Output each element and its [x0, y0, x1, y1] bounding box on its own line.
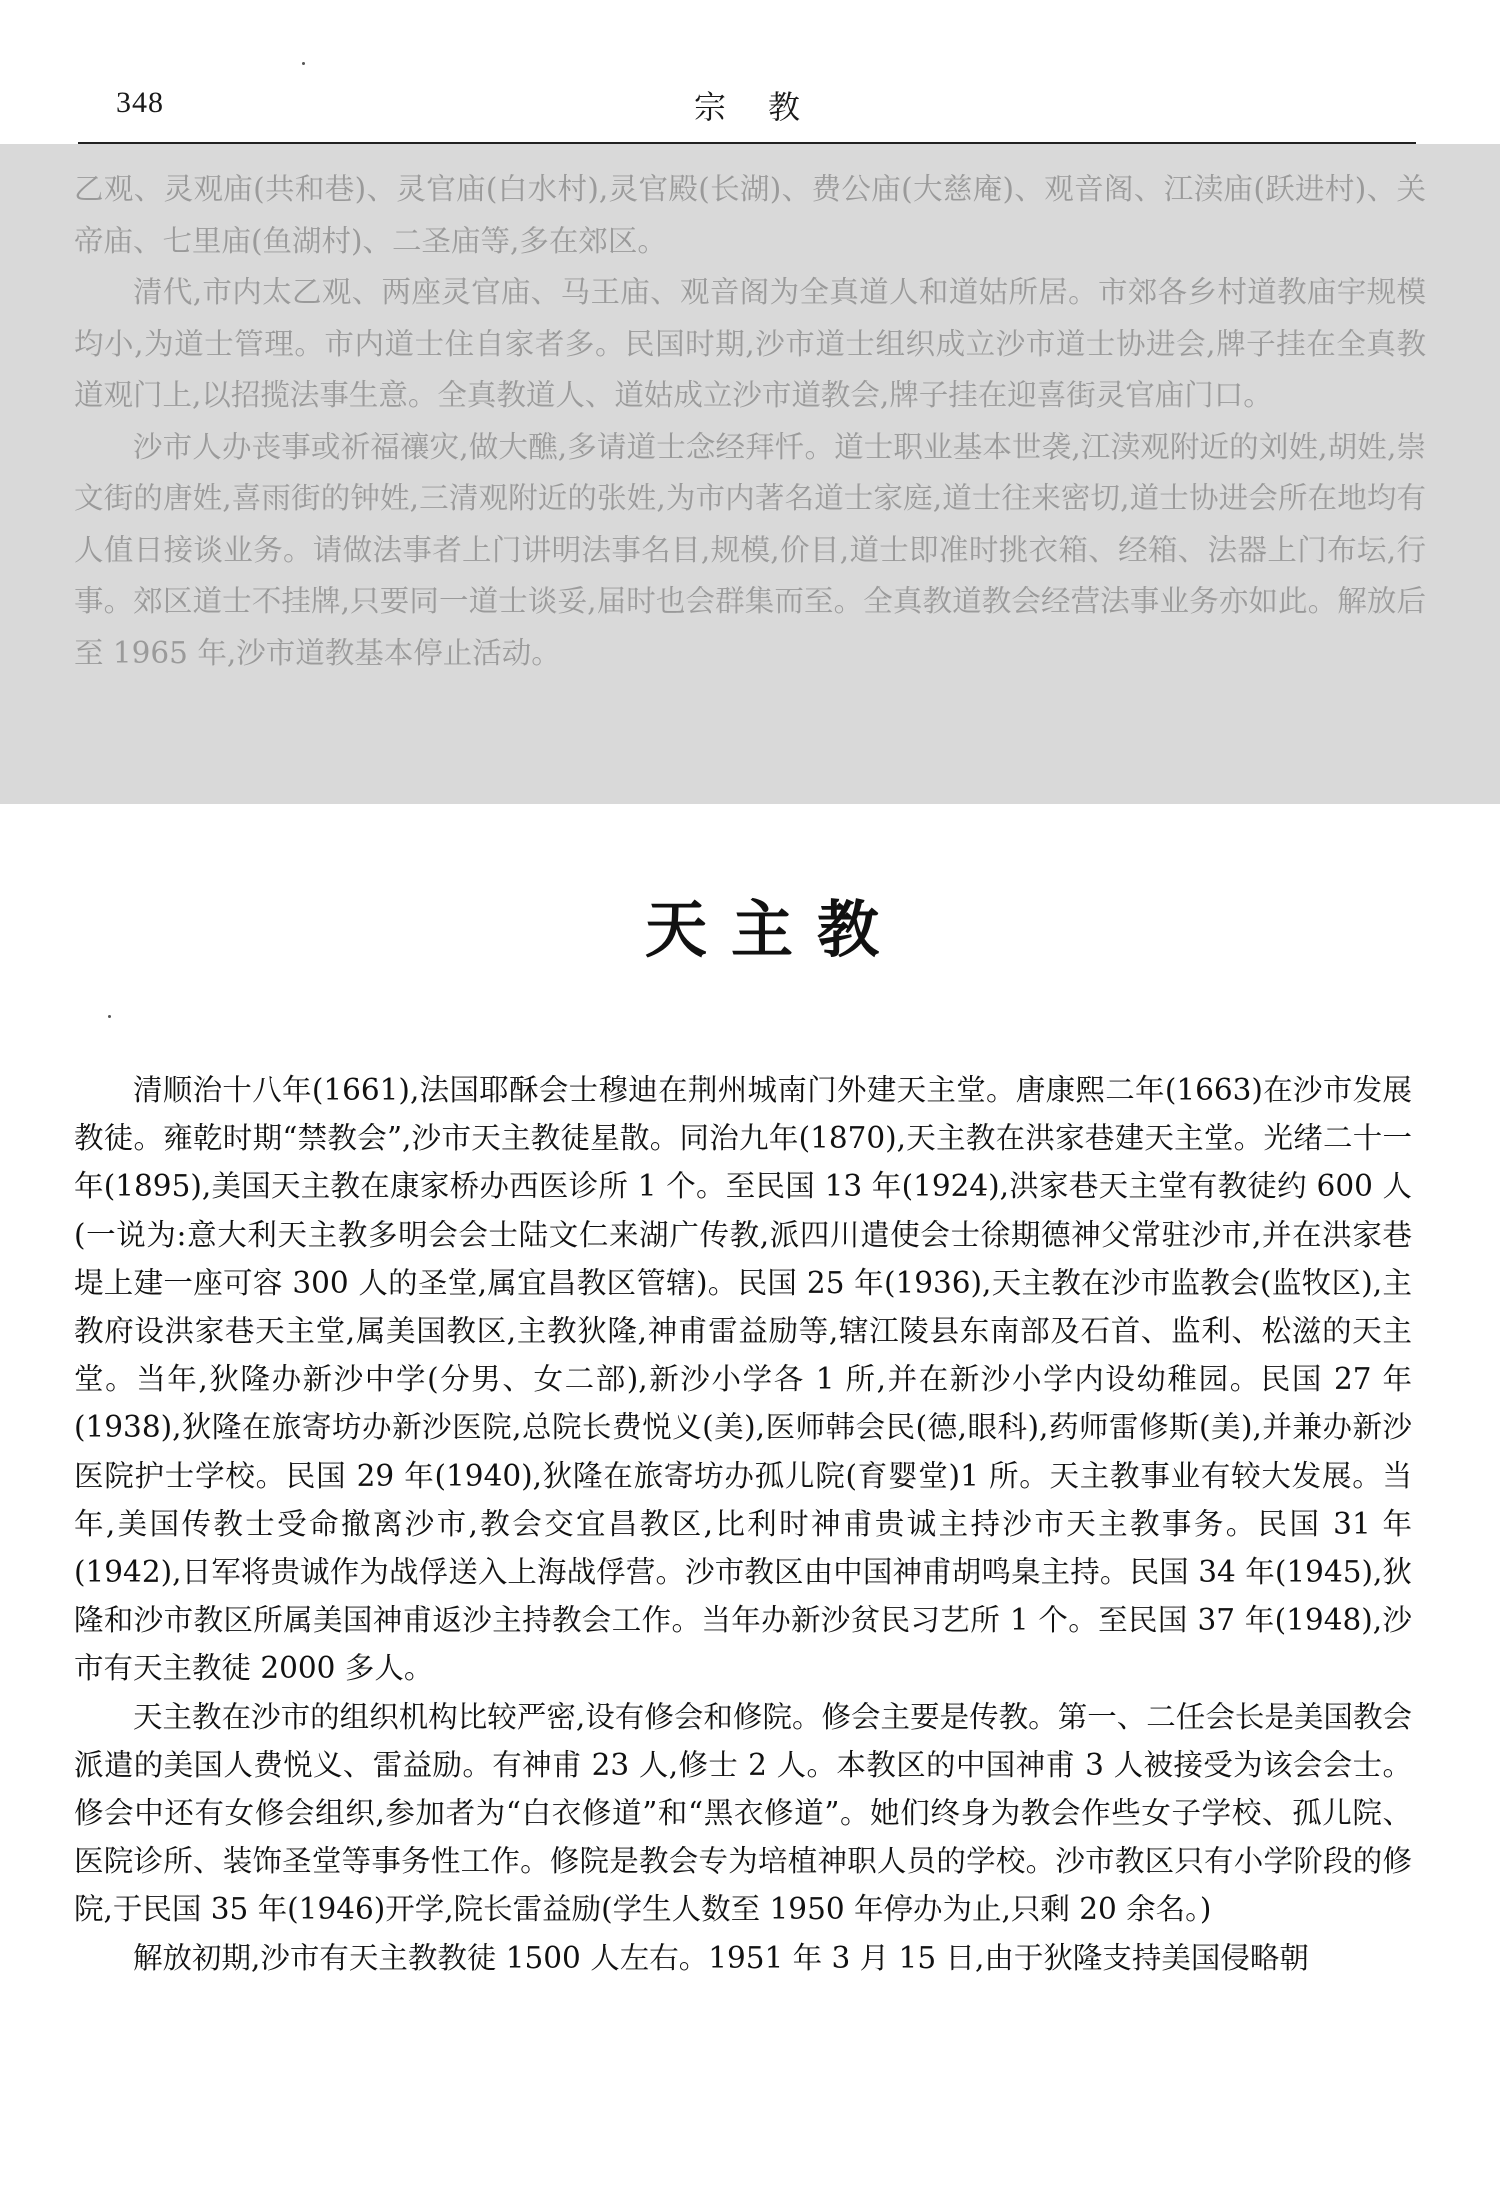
section-title: 天主教 — [644, 893, 903, 966]
previous-section-text — [74, 164, 1426, 679]
section-body — [74, 1066, 1412, 1982]
running-title: 宗教 — [693, 88, 842, 126]
scan-speck — [108, 1015, 111, 1018]
scan-speck — [302, 62, 305, 65]
gray-paragraph: 沙市人办丧事或祈福禳灾,做大醮,多请道士念经拜忏。道士职业基本世袭,江渎观附近的刘姓,胡姓,崇文街的唐姓,喜雨街的钟姓,三清观附近的张姓,为市内著名道士家庭,道士往来密切,道士协进会所在地均有人值日接谈业务。请做法事者上门讲明法事名目,规模,价目,道士即准时挑衣箱、经箱、法器上门布坛,行事。郊区道士不挂牌,只要同一道士谈妥,届时也会群集而至。全真教道教会经营法事业务亦如此。解放后至 1965 年,沙市道教基本停止活动。 — [74, 429, 1426, 670]
body-paragraph: 清顺治十八年(1661),法国耶酥会士穆迪在荆州城南门外建天主堂。唐康熙二年(1663)在沙市发展教徒。雍乾时期“禁教会”,沙市天主教徒星散。同治九年(1870),天主教在洪家巷建天主堂。光绪二十一年(1895),美国天主教在康家桥办西医诊所 1 个。至民国 13 年(1924),洪家巷天主堂有教徒约 600 人(一说为:意大利天主教多明会会士陆文仁来湖广传教,派四川遣使会士徐期德神父常驻沙市,并在洪家巷堤上建一座可容 300 人的圣堂,属宜昌教区管辖)。民国 25 年(1936),天主教在沙市监教会(监牧区),主教府设洪家巷天主堂,属美国教区,主教狄隆,神甫雷益励等,辖江陵县东南部及石首、监利、松滋的天主堂。当年,狄隆办新沙中学(分男、女二部),新沙小学各 1 所,并在新沙小学内设幼稚园。民国 27 年(1938),狄隆在旅寄坊办新沙医院,总院长费悦义(美),医师韩会民(德,眼科),药师雷修斯(美),并兼办新沙医院护士学校。民国 29 年(1940),狄隆在旅寄坊办孤儿院(育婴堂)1 所。天主教事业有较大发展。当年,美国传教士受命撤离沙市,教会交宜昌教区,比利时神甫贵诚主持沙市天主教事务。民国 31 年(1942),日军将贵诚作为战俘送入上海战俘营。沙市教区由中国神甫胡鸣臬主持。民国 34 年(1945),狄隆和沙市教区所属美国神甫返沙主持教会工作。当年办新沙贫民习艺所 1 个。至民国 37 年(1948),沙市有天主教徒 2000 多人。 — [74, 1073, 1412, 1686]
gray-paragraph: 清代,市内太乙观、两座灵官庙、马王庙、观音阁为全真道人和道姑所居。市郊各乡村道教庙宇规模均小,为道士管理。市内道士住自家者多。民国时期,沙市道士组织成立沙市道士协进会,牌子挂在全真教道观门上,以招揽法事生意。全真教道人、道姑成立沙市道教会,牌子挂在迎喜街灵官庙门口。 — [74, 275, 1426, 412]
body-paragraph: 天主教在沙市的组织机构比较严密,设有修会和修院。修会主要是传教。第一、二任会长是美国教会派遣的美国人费悦义、雷益励。有神甫 23 人,修士 2 人。本教区的中国神甫 3 人被接受为该会会士。修会中还有女修会组织,参加者为“白衣修道”和“黑衣修道”。她们终身为教会作些女子学校、孤儿院、医院诊所、装饰圣堂等事务性工作。修院是教会专为培植神职人员的学校。沙市教区只有小学阶段的修院,于民国 35 年(1946)开学,院长雷益励(学生人数至 1950 年停办为止,只剩 20 余名。) — [74, 1699, 1412, 1927]
page-number: 348 — [116, 86, 164, 119]
body-paragraph: 解放初期,沙市有天主教教徒 1500 人左右。1951 年 3 月 15 日,由于狄隆支持美国侵略朝 — [133, 1940, 1309, 1975]
page-header — [78, 80, 1416, 144]
gray-paragraph: 乙观、灵观庙(共和巷)、灵官庙(白水村),灵官殿(长湖)、费公庙(大慈庵)、观音阁、江渎庙(跃进村)、关帝庙、七里庙(鱼湖村)、二圣庙等,多在郊区。 — [74, 172, 1426, 258]
